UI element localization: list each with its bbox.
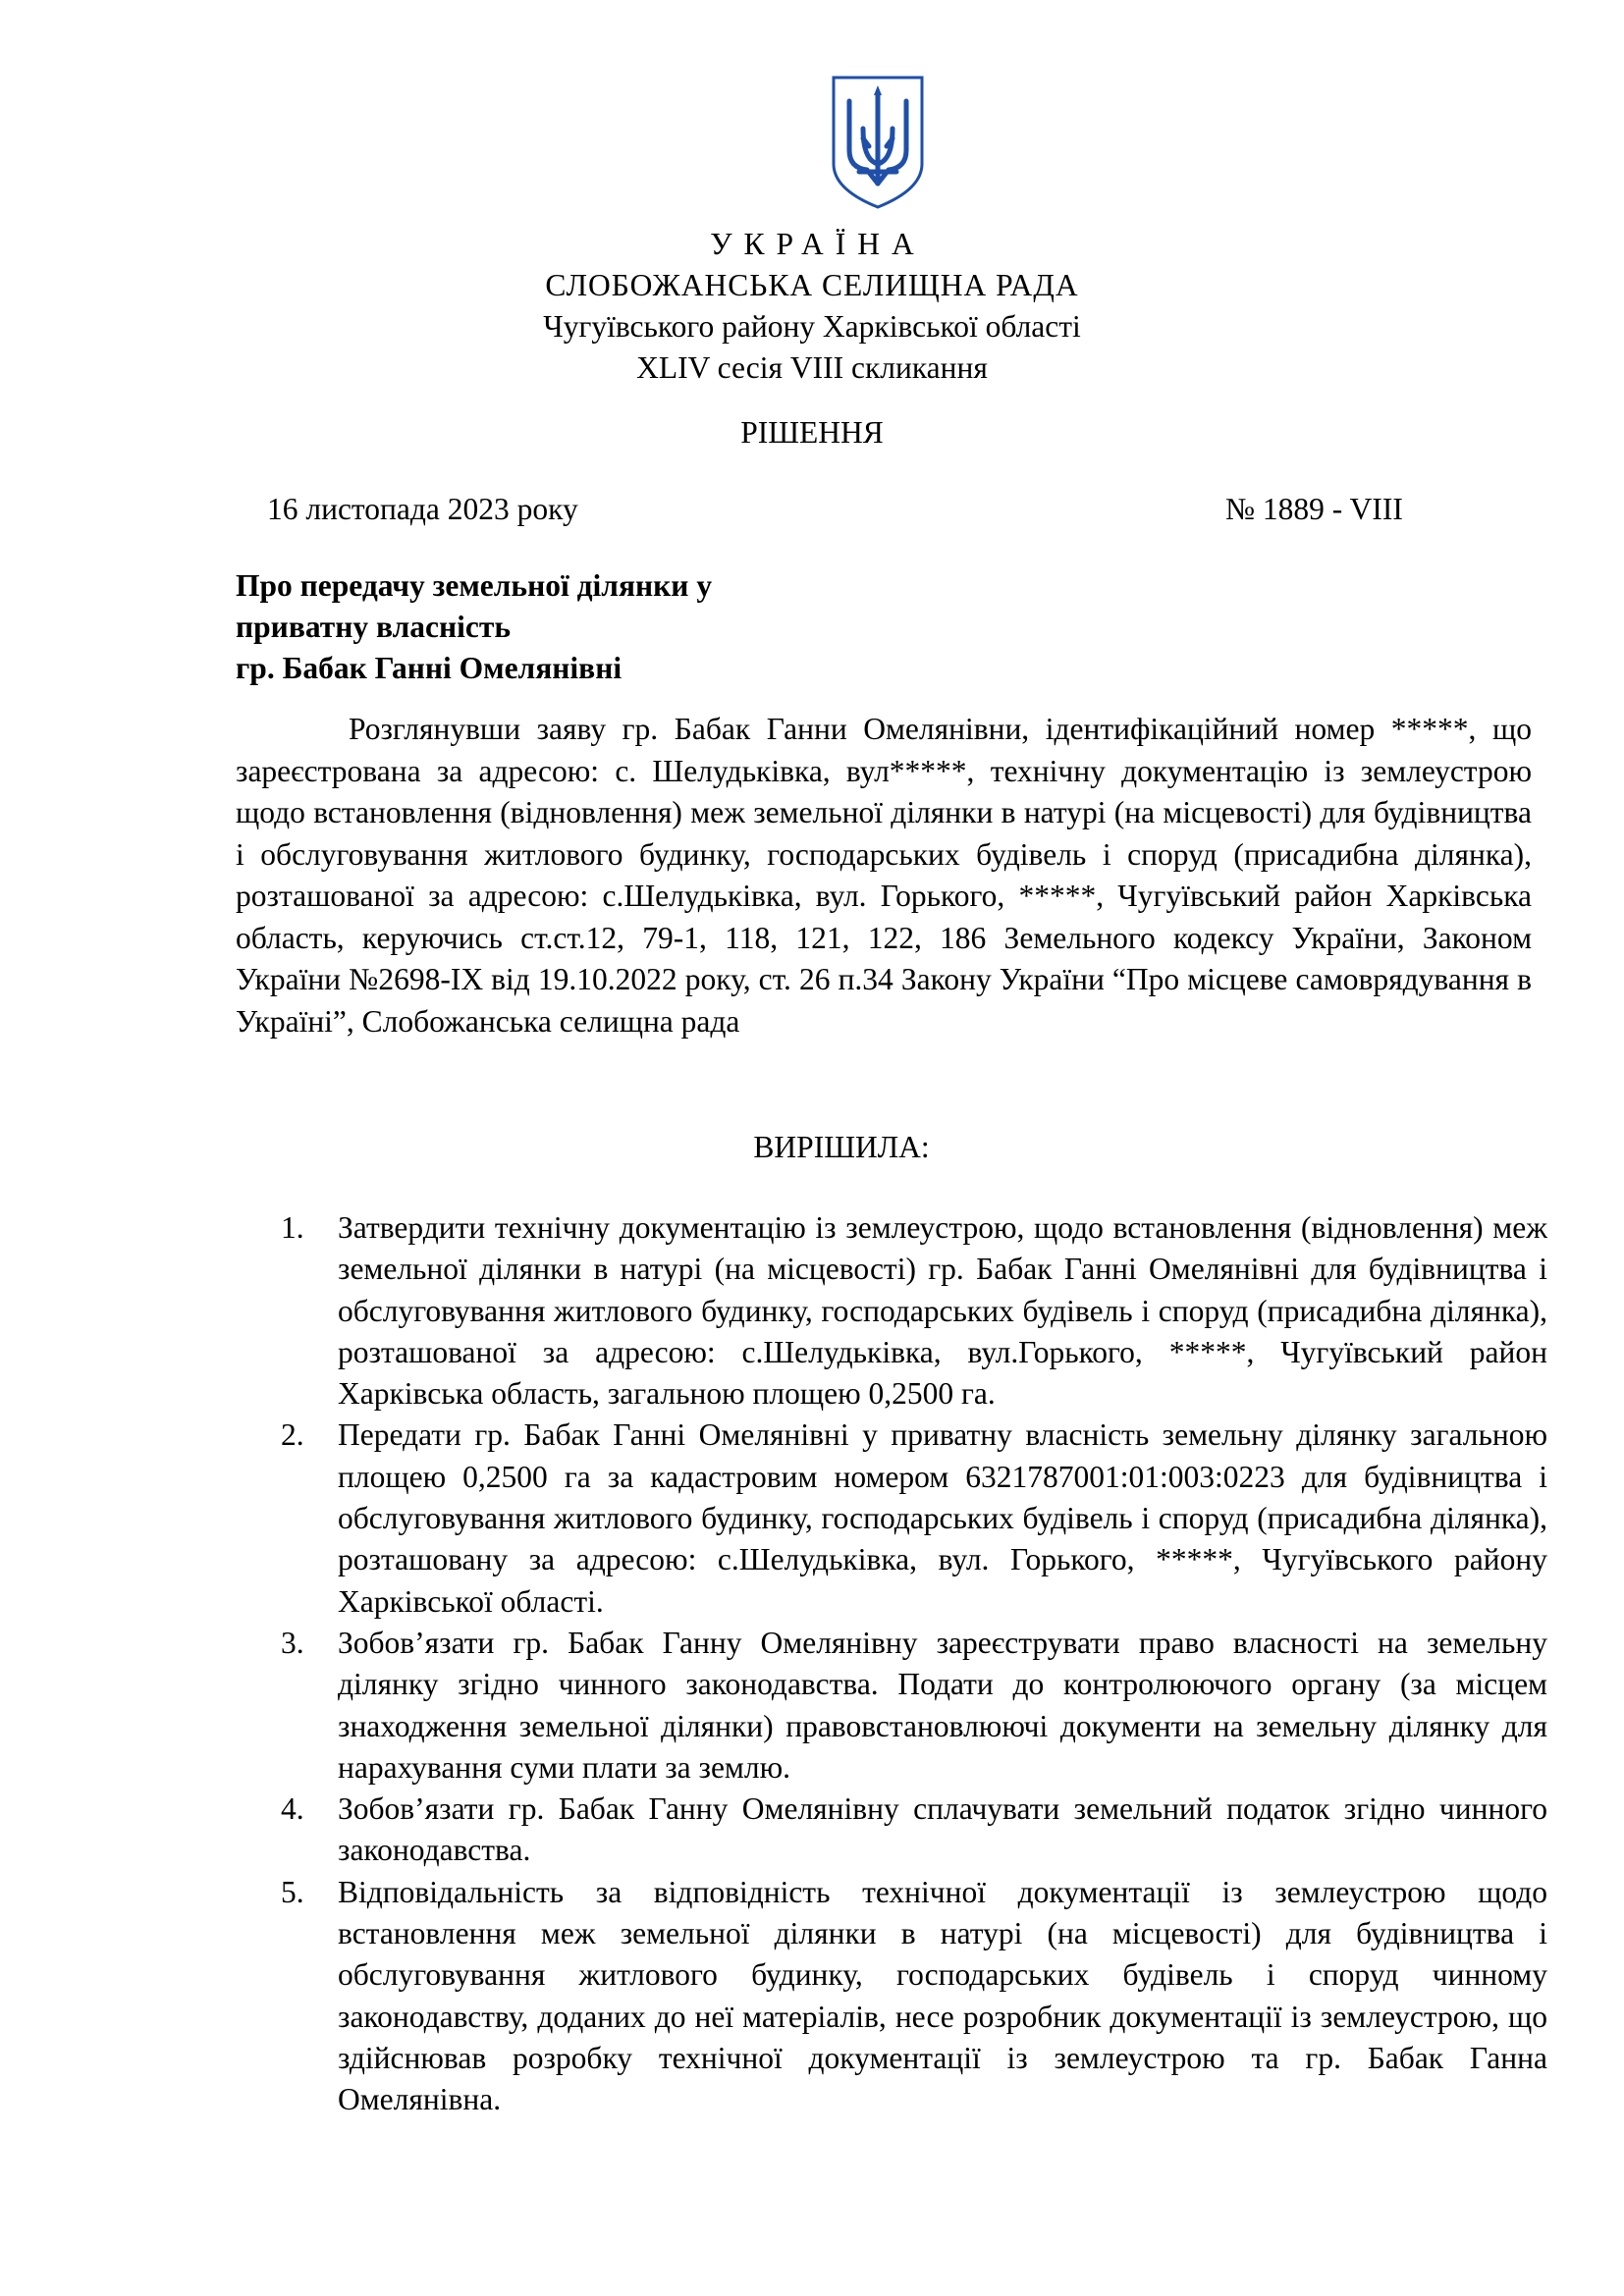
item-number: 3. bbox=[281, 1625, 304, 1660]
item-text: Затвердити технічну документацію із землеустрою, щодо встановлення (відновлення) меж земельної ділянки в натурі (на місцевості) гр. Бабак Ганні Омелянівні для будівництва і обслуговування житлового будинку, господарських будівель і споруд (присадибна ділянка), розташованої за адресою: с.Шелудьківка, вул.Горького, *****, Чугуївський район Харківська область, загальною площею 0,2500 га. bbox=[338, 1210, 1547, 1412]
list-item bbox=[281, 1872, 1547, 2121]
item-text: Зобов’язати гр. Бабак Ганну Омелянівну зареєструвати право власності на земельну ділянку згідно чинного законодавства. Подати до контролюючого органу (за місцем знаходження земельної ділянки) правовстановлюючі документи на земельну ділянку для нарахування суми плати за землю. bbox=[338, 1625, 1547, 1785]
decision-number: № 1889 - VIII bbox=[1225, 492, 1403, 526]
item-number: 5. bbox=[281, 1874, 304, 1909]
list-item bbox=[281, 1789, 1547, 1872]
subject-line: Про передачу земельної ділянки у bbox=[236, 568, 713, 603]
item-text: Зобов’язати гр. Бабак Ганну Омелянівну сплачувати земельний податок згідно чинного законодавства. bbox=[338, 1791, 1547, 1868]
list-item bbox=[281, 1623, 1547, 1789]
item-number: 2. bbox=[281, 1417, 304, 1453]
coat-of-arms-icon bbox=[830, 74, 926, 211]
council-name: СЛОБОЖАНСЬКА СЕЛИЩНА РАДА bbox=[545, 268, 1079, 302]
session-name: XLIV сесія VIII скликання bbox=[636, 350, 988, 385]
decision-items bbox=[281, 1207, 1547, 2121]
decision-subject bbox=[236, 565, 712, 689]
subject-line: приватну власність bbox=[236, 610, 512, 644]
country-name: УКРАЇНА bbox=[710, 227, 926, 261]
item-text: Відповідальність за відповідність технічної документації із землеустрою щодо встановлення меж земельної ділянки в натурі (на місцевості) для будівництва і обслуговування житлового будинку, господарських будівель і споруд чинному законодавству, доданих до неї матеріалів, несе розробник документації із землеустрою, що здійснював розробку технічної документації із землеустрою та гр. Бабак Ганна Омелянівна. bbox=[338, 1874, 1547, 2117]
subject-line: гр. Бабак Ганні Омелянівні bbox=[236, 651, 623, 685]
resolved-heading: ВИРІШИЛА: bbox=[753, 1130, 930, 1164]
document-type: РІШЕННЯ bbox=[740, 415, 884, 450]
item-number: 1. bbox=[281, 1210, 304, 1245]
decision-date: 16 листопада 2023 року bbox=[267, 492, 578, 526]
list-item bbox=[281, 1415, 1547, 1622]
preamble-paragraph: Розглянувши заяву гр. Бабак Ганни Омелянівни, ідентифікаційний номер *****, що зареєстрована за адресою: с. Шелудьківка, вул*****, технічну документацію із землеустрою щодо встановлення (відновлення) меж земельної ділянки в натурі (на місцевості) для будівництва і обслуговування житлового будинку, господарських будівель і споруд (присадибна ділянка), розташованої за адресою: с.Шелудьківка, вул. Горького, *****, Чугуївський район Харківська область, керуючись ст.ст.12, 79-1, 118, 121, 122, 186 Земельного кодексу України, Законом України №2698-ІХ від 19.10.2022 року, ст. 26 п.34 Закону України “Про місцеве самоврядування в Україні”, Слобожанська селищна рада bbox=[236, 712, 1532, 1039]
list-item bbox=[281, 1207, 1547, 1415]
item-text: Передати гр. Бабак Ганні Омелянівні у приватну власність земельну ділянку загальною площею 0,2500 га за кадастровим номером 6321787001:01:003:0223 для будівництва і обслуговування житлового будинку, господарських будівель і споруд (присадибна ділянка), розташовану за адресою: с.Шелудьківка, вул. Горького, *****, Чугуївського району Харківської області. bbox=[338, 1417, 1547, 1619]
item-number: 4. bbox=[281, 1791, 304, 1827]
district-name: Чугуївського району Харківської області bbox=[543, 309, 1081, 344]
document-header bbox=[0, 224, 1624, 389]
